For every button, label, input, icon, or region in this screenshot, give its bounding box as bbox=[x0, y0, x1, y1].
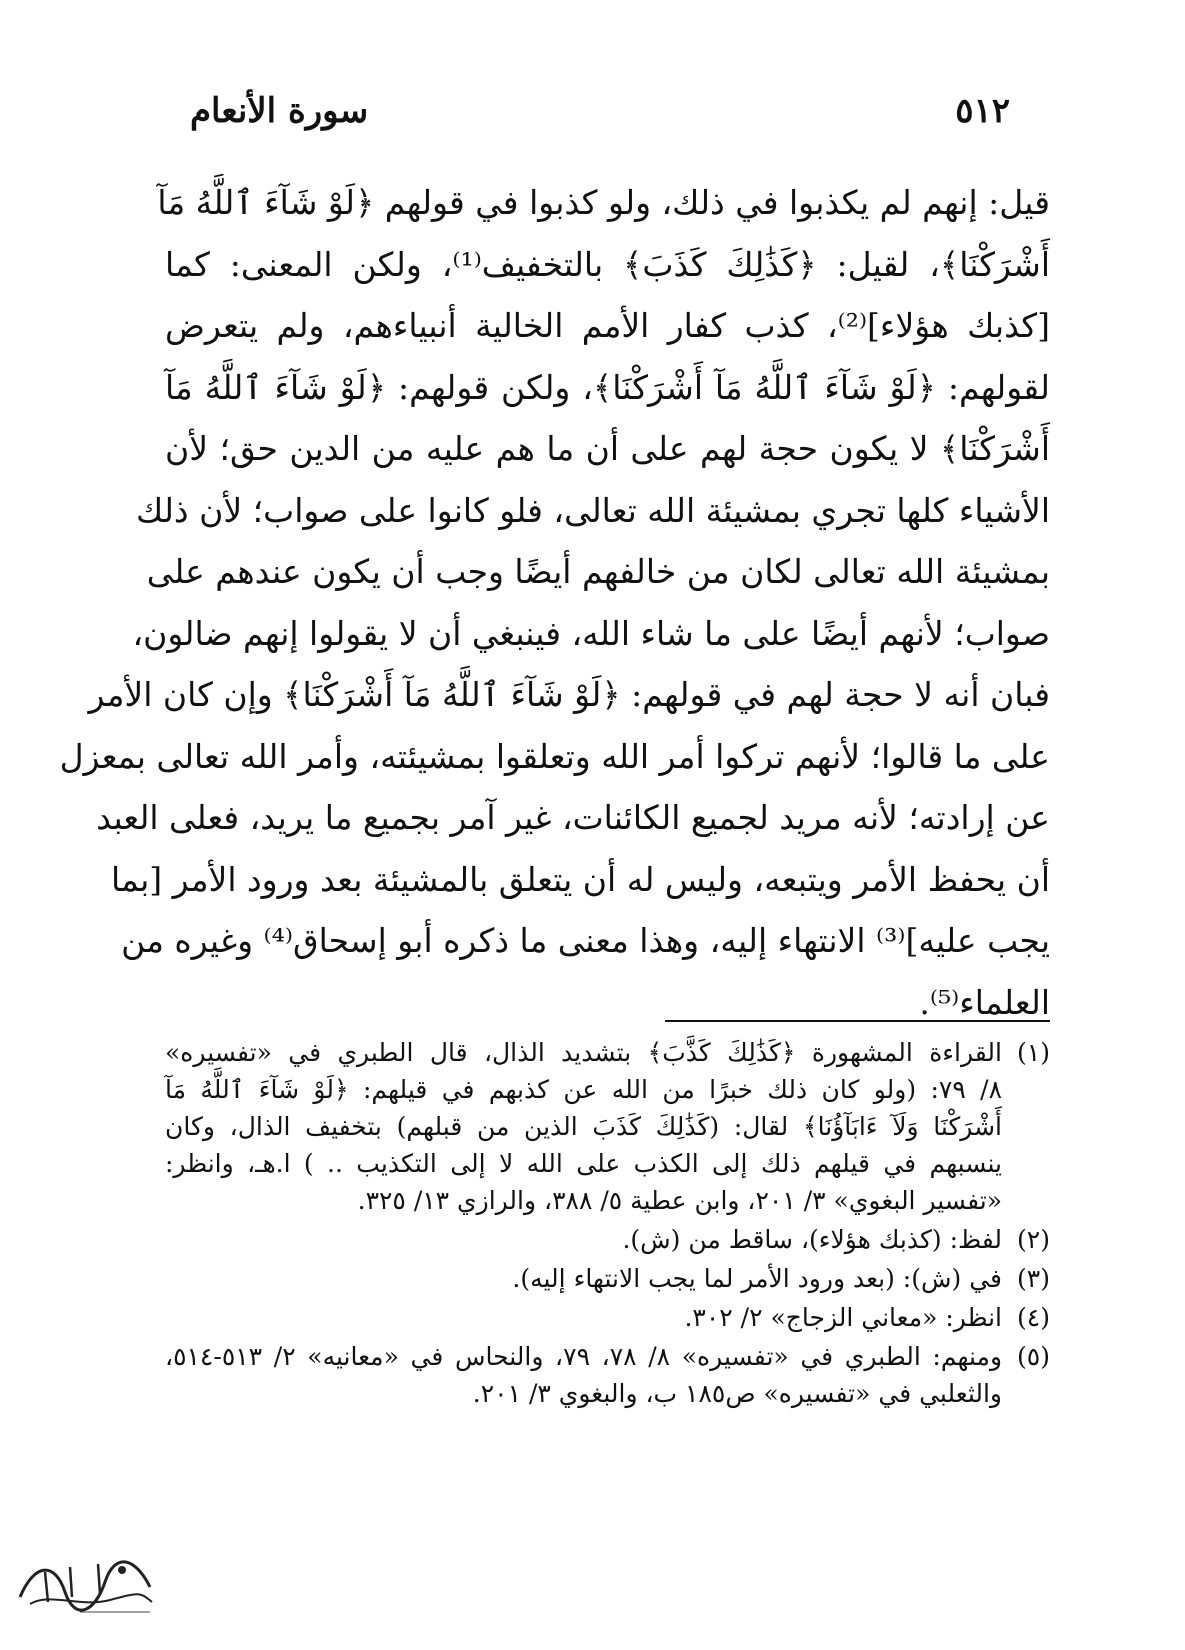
footnote-text bbox=[165, 1299, 1002, 1336]
footnote-text bbox=[165, 1034, 1002, 1219]
footnote-line: في (ش): (بعد ورود الأمر لما يجب الانتهاء إليه). bbox=[512, 1264, 1002, 1293]
text-line: عن إرادته؛ لأنه مريد لجميع الكائنات، غير آمر بجميع ما يريد، فعلى العبد bbox=[96, 798, 1050, 837]
footnote-line: انظر: «معاني الزجاج» ٢/ ٣٠٢. bbox=[684, 1303, 1002, 1332]
text-line: [كذبك هؤلاء]⁽²⁾، كذب كفار الأمم الخالية أنبياءهم، ولم يتعرض bbox=[165, 306, 1050, 345]
footnote-text bbox=[165, 1338, 1002, 1412]
footnote-line: «تفسير البغوي» ٣/ ٢٠١، وابن عطية ٥/ ٣٨٨، والرازي ١٣/ ٣٢٥. bbox=[357, 1186, 1002, 1215]
footnote-number: (١) bbox=[1017, 1038, 1050, 1067]
text-line: فبان أنه لا حجة لهم في قولهم: ﴿لَوْ شَآءَ ٱللَّهُ مَآ أَشْرَكْنَا﴾ وإن كان الأمر bbox=[88, 675, 1050, 714]
footnote-number: (٢) bbox=[1017, 1225, 1050, 1254]
footnote-number: (٥) bbox=[1017, 1342, 1050, 1371]
text-line: أن يحفظ الأمر ويتبعه، وليس له أن يتعلق بالمشيئة بعد ورود الأمر [بما bbox=[110, 859, 1050, 899]
footnote-line: القراءة المشهورة ﴿كَذَٰلِكَ كَذَّبَ﴾ بتشديد الذال، قال الطبري في «تفسيره» bbox=[165, 1038, 1002, 1067]
page-number: ٥١٢ bbox=[955, 91, 1010, 131]
footnote-text bbox=[165, 1221, 1002, 1258]
footnote bbox=[165, 1299, 1050, 1336]
footnotes bbox=[165, 1034, 1050, 1414]
text-line: العلماء⁽⁵⁾. bbox=[919, 982, 1050, 1022]
text-line: الأشياء كلها تجري بمشيئة الله تعالى، فلو كانوا على صواب؛ لأن ذلك bbox=[136, 490, 1050, 530]
text-line: لقولهم: ﴿لَوْ شَآءَ ٱللَّهُ مَآ أَشْرَكْنَا﴾، ولكن قولهم: ﴿لَوْ شَآءَ ٱللَّهُ مَآ bbox=[165, 367, 1050, 407]
text-line: على ما قالوا؛ لأنهم تركوا أمر الله وتعلقوا بمشيئته، وأمر الله تعالى بمعزل bbox=[59, 736, 1050, 776]
footnote-divider bbox=[665, 1020, 1050, 1022]
footnote-line: ومنهم: الطبري في «تفسيره» ٨/ ٧٨، ٧٩، والنحاس في «معانيه» ٢/ ٥١٣-٥١٤، bbox=[165, 1342, 1003, 1371]
text-line: أَشْرَكْنَا﴾، لقيل: ﴿كَذَٰلِكَ كَذَبَ﴾ بالتخفيف⁽¹⁾، ولكن المعنى: كما bbox=[165, 244, 1050, 284]
footnote bbox=[165, 1260, 1050, 1297]
footnote bbox=[165, 1221, 1050, 1258]
footnote bbox=[165, 1338, 1050, 1412]
page-header bbox=[190, 88, 1010, 134]
text-line: يجب عليه]⁽³⁾ الانتهاء إليه، وهذا معنى ما ذكره أبو إسحاق⁽⁴⁾ وغيره من bbox=[121, 921, 1050, 960]
footnote-line: والثعلبي في «تفسيره» ص١٨٥ ب، والبغوي ٣/ ٢٠١. bbox=[472, 1379, 1002, 1408]
watermark-stamp-logo bbox=[10, 1542, 160, 1622]
footnote-number: (٣) bbox=[1017, 1264, 1050, 1293]
text-line: قيل: إنهم لم يكذبوا في ذلك، ولو كذبوا في قولهم ﴿لَوْ شَآءَ ٱللَّهُ مَآ bbox=[157, 183, 1050, 222]
footnote-number: (٤) bbox=[1017, 1303, 1050, 1332]
footnote-line: أَشْرَكْنَا وَلَآ ءَابَآؤُنَا﴾ لقال: (كَذَٰلِكَ كَذَبَ الذين من قبلهم) بتخفيف الذال، وكان bbox=[165, 1112, 1002, 1141]
surah-title: سورة الأنعام bbox=[190, 91, 369, 131]
footnote-line: لفظ: (كذبك هؤلاء)، ساقط من (ش). bbox=[622, 1225, 1002, 1254]
footnote bbox=[165, 1034, 1050, 1219]
footnote-line: ينسبهم في قيلهم ذلك إلى الكذب على الله لا إلى التكذيب .. ) ا.هـ، وانظر: bbox=[165, 1149, 1002, 1178]
main-text bbox=[59, 172, 1050, 1033]
text-line: بمشيئة الله تعالى لكان من خالفهم أيضًا وجب أن يكون عندهم على bbox=[146, 552, 1050, 591]
footnote-text bbox=[165, 1260, 1002, 1297]
footnote-line: ٨/ ٧٩: (ولو كان ذلك خبرًا من الله عن كذبهم في قيلهم: ﴿لَوْ شَآءَ ٱللَّهُ مَآ bbox=[165, 1075, 1003, 1104]
text-line: صواب؛ لأنهم أيضًا على ما شاء الله، فينبغي أن لا يقولوا إنهم ضالون، bbox=[132, 613, 1050, 653]
text-line: أَشْرَكْنَا﴾ لا يكون حجة لهم على أن ما هم عليه من الدين حق؛ لأن bbox=[165, 429, 1050, 468]
